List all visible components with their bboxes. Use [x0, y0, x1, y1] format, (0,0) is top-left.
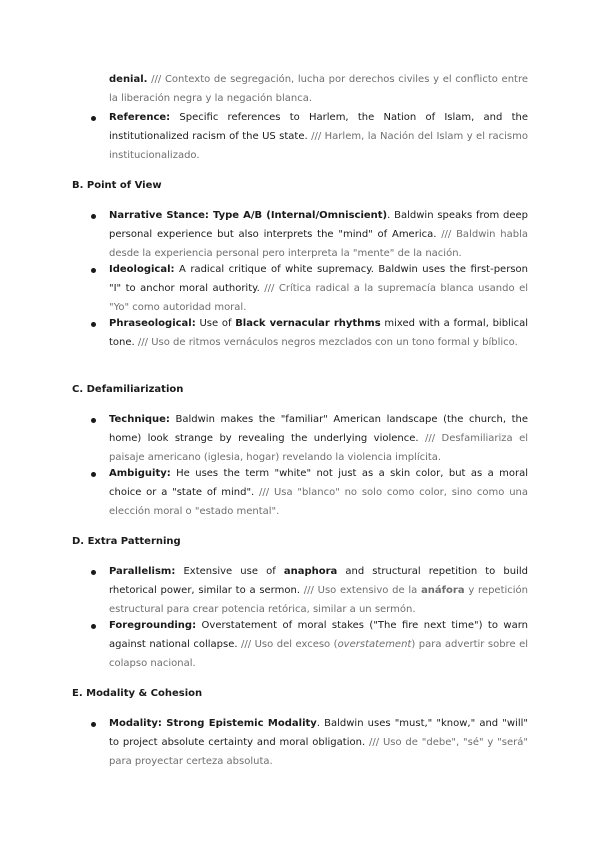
item-label: Parallelism:: [109, 566, 176, 577]
label-punctuation: .: [387, 210, 391, 221]
section-heading-modality-cohesion: E. Modality & Cohesion: [72, 688, 203, 699]
bullet-icon: [91, 418, 96, 423]
list-item-reference: [109, 108, 528, 165]
item-label: Ambiguity:: [109, 468, 171, 479]
item-label: Modality: Strong Epistemic Modality: [109, 718, 317, 729]
item-label: Phraseological:: [109, 318, 196, 329]
english-emphasis: anaphora: [283, 566, 338, 577]
spanish-text: /// Uso del exceso (: [241, 639, 338, 650]
list-item-ideological: [109, 260, 528, 317]
spanish-translation: /// Uso de ritmos vernáculos negros mezclados con un tono formal y bíblico.: [137, 337, 518, 348]
section-heading-point-of-view: B. Point of View: [72, 180, 162, 191]
spanish-translation: /// Desfamiliariza el paisaje americano (iglesia, hogar) revelando la violencia implícita.: [109, 433, 528, 463]
section-heading-defamiliarization: C. Defamiliarization: [72, 384, 184, 395]
bullet-icon: [91, 116, 96, 121]
bullet-icon: [91, 570, 96, 575]
spanish-translation: /// Contexto de segregación, lucha por derechos civiles y el conflicto entre la liberación negra y la negación blanca.: [109, 74, 528, 104]
list-item-ambiguity: [109, 464, 528, 521]
label-punctuation: .: [316, 718, 320, 729]
bullet-icon: [91, 472, 96, 477]
list-item-foregrounding: [109, 616, 528, 673]
english-text: Specific references to Harlem, the Nation of Islam, and the institutionalized racism of the US state.: [109, 112, 528, 142]
english-text: mixed with a formal, biblical tone.: [109, 318, 529, 348]
list-item-narrative-stance: [109, 206, 528, 263]
list-item-phraseological: [109, 314, 528, 352]
spanish-text: y repetición estructural para crear potencia retórica, similar a un sermón.: [109, 585, 528, 615]
english-text: A radical critique of white supremacy. Baldwin uses the first-person "I" to anchor moral authority.: [109, 264, 528, 294]
bullet-icon: [91, 722, 96, 727]
item-label: Technique:: [109, 414, 170, 425]
spanish-translation: /// Crítica radical a la supremacía blanca usando el "Yo" como autoridad moral.: [109, 283, 529, 313]
spanish-translation: /// Harlem, la Nación del Islam y el racismo institucionalizado.: [109, 131, 528, 161]
spanish-translation: /// Baldwin habla desde la experiencia personal pero interpreta la "mente" de la nación.: [109, 229, 528, 259]
english-text: He uses the term "white" not just as a skin color, but as a moral choice or a "state of mind".: [109, 468, 528, 498]
english-text: Extensive use of: [183, 566, 276, 577]
continued-paragraph: [109, 70, 528, 108]
english-text: Baldwin makes the "familiar" American landscape (the church, the home) look strange by revealing the underlying violence.: [109, 414, 528, 444]
spanish-emphasis: anáfora: [421, 585, 465, 596]
spanish-text: ) para advertir sobre el colapso nacional.: [109, 639, 528, 669]
bullet-icon: [91, 624, 96, 629]
list-item-parallelism: [109, 562, 528, 619]
item-label: Reference:: [109, 112, 171, 123]
english-emphasis: Black vernacular rhythms: [235, 318, 381, 329]
bullet-icon: [91, 268, 96, 273]
english-text: and structural repetition to build rhetorical power, similar to a sermon.: [109, 566, 528, 596]
item-label: Foregrounding:: [109, 620, 197, 631]
english-text: Baldwin uses "must," "know," and "will" to project absolute certainty and moral obligation.: [109, 718, 528, 748]
spanish-italic: overstatement: [337, 639, 412, 650]
spanish-text: /// Uso extensivo de la: [303, 585, 418, 596]
bullet-icon: [91, 214, 96, 219]
english-text: Baldwin speaks from deep personal experience but also interprets the "mind" of America.: [109, 210, 528, 240]
bullet-icon: [91, 322, 96, 327]
spanish-translation: /// Usa "blanco" no solo como color, sino como una elección moral o "estado mental".: [109, 487, 529, 517]
section-heading-extra-patterning: D. Extra Patterning: [72, 536, 181, 547]
list-item-modality: [109, 714, 528, 771]
english-text: denial.: [109, 74, 148, 85]
item-label: Ideological:: [109, 264, 175, 275]
spanish-translation: /// Uso de "debe", "sé" y "será" para proyectar certeza absoluta.: [109, 737, 528, 767]
item-label: Narrative Stance: Type A/B (Internal/Omniscient): [109, 210, 388, 221]
english-text: Use of: [199, 318, 232, 329]
english-text: Overstatement of moral stakes ("The fire next time") to warn against national collapse.: [109, 620, 528, 650]
list-item-technique: [109, 410, 528, 467]
